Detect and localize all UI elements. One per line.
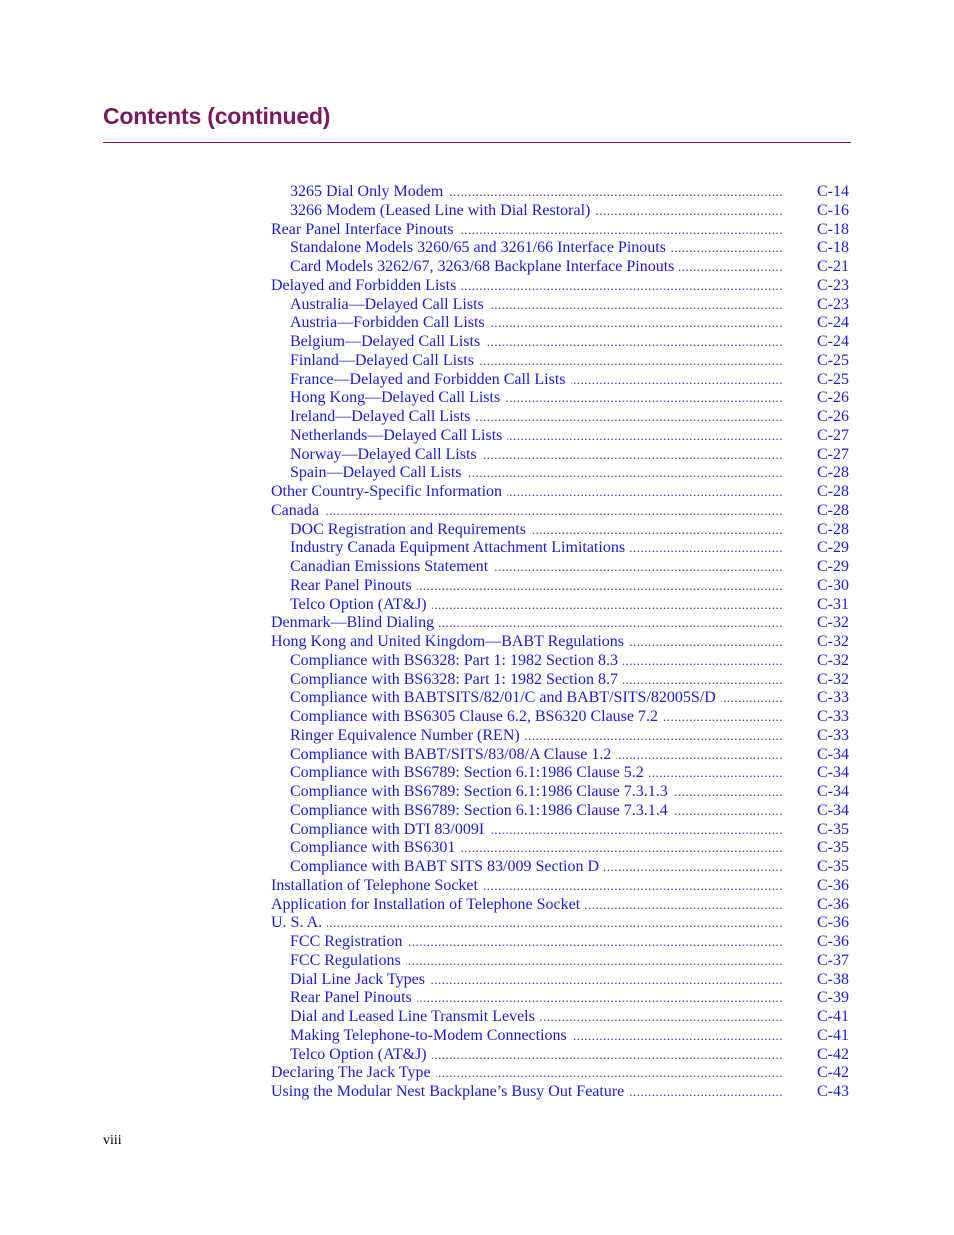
toc-entry[interactable] <box>0 1027 954 1046</box>
toc-entry-page[interactable]: C-31 <box>817 595 849 613</box>
toc-entry-page[interactable]: C-34 <box>817 783 849 800</box>
toc-entry[interactable] <box>0 764 954 783</box>
toc-entry-label[interactable]: FCC Regulations <box>290 952 406 971</box>
toc-entry-leader-group <box>271 614 783 633</box>
toc-entry-leader-group <box>271 914 783 933</box>
toc-entry-leader-group <box>271 633 783 652</box>
toc-entry-leader-group <box>290 1046 783 1065</box>
dot-leader <box>479 352 783 371</box>
toc-entry-page[interactable]: C-23 <box>817 295 849 313</box>
toc-entry[interactable] <box>0 1046 954 1065</box>
dot-leader <box>629 1083 783 1102</box>
toc-entry-page[interactable]: C-29 <box>817 539 849 557</box>
toc-entry-label[interactable]: Using the Modular Nest Backplane’s Busy Out Feature <box>271 1083 629 1102</box>
dot-leader <box>432 1046 783 1065</box>
toc-entry-leader-group <box>290 558 783 577</box>
toc-entry-page[interactable]: C-24 <box>817 333 849 350</box>
dot-leader <box>493 558 783 577</box>
toc-entry-page[interactable]: C-32 <box>817 651 849 669</box>
toc-entry-leader-group <box>290 708 783 727</box>
dot-leader <box>327 914 783 933</box>
dot-leader <box>629 633 783 652</box>
dot-leader <box>595 202 783 221</box>
toc-entry-page[interactable]: C-23 <box>817 276 849 294</box>
toc-entry-page[interactable]: C-33 <box>817 708 849 725</box>
toc-entry[interactable] <box>0 577 954 596</box>
toc-entry-leader-group <box>290 446 783 465</box>
toc-entry-leader-group <box>290 821 783 840</box>
dot-leader <box>406 952 783 971</box>
toc-entry-label[interactable]: Compliance with BS6789: Section 6.1:1986 Clause 7.3.1.3 <box>290 783 673 802</box>
toc-entry-page[interactable]: C-27 <box>817 445 849 463</box>
toc-entry-leader-group <box>290 839 783 858</box>
toc-entry[interactable] <box>0 352 954 371</box>
toc-entry-page[interactable]: C-35 <box>817 858 849 875</box>
toc-entry-page[interactable]: C-29 <box>817 558 849 575</box>
dot-leader <box>604 858 783 877</box>
toc-entry-label[interactable]: DOC Registration and Requirements <box>290 521 531 540</box>
toc-entry-page[interactable]: C-32 <box>817 670 849 688</box>
toc-entry-leader-group <box>290 202 783 221</box>
dot-leader <box>616 746 783 765</box>
toc-entry-label[interactable]: Compliance with BABT SITS 83/009 Section D <box>290 858 604 877</box>
toc-entry-leader-group <box>290 671 783 690</box>
dot-leader <box>489 296 783 315</box>
dot-leader <box>531 521 783 540</box>
toc-entry[interactable] <box>0 408 954 427</box>
dot-leader <box>649 764 783 783</box>
toc-entry-label[interactable]: Standalone Models 3260/65 and 3261/66 Interface Pinouts <box>290 239 671 258</box>
toc-entry-label[interactable]: Ringer Equivalence Number (REN) <box>290 727 525 746</box>
toc-entry-label[interactable]: Other Country-Specific Information <box>271 483 507 502</box>
toc-entry-leader-group <box>290 596 783 615</box>
toc-entry[interactable] <box>0 989 954 1008</box>
toc-entry-page[interactable]: C-41 <box>817 1008 849 1025</box>
toc-entry-label[interactable]: Delayed and Forbidden Lists <box>271 277 461 296</box>
toc-entry-label[interactable]: Compliance with BABTSITS/82/01/C and BABT/SITS/82005S/D <box>290 689 721 708</box>
toc-entry-leader-group <box>290 296 783 315</box>
toc-entry-page[interactable]: C-32 <box>817 633 849 650</box>
dot-leader <box>572 1027 783 1046</box>
toc-entry[interactable] <box>0 314 954 333</box>
toc-entry-leader-group <box>290 408 783 427</box>
toc-entry-leader-group <box>290 1008 783 1027</box>
dot-leader <box>505 389 783 408</box>
toc-entry[interactable] <box>0 614 954 633</box>
toc-entry-page[interactable]: C-25 <box>817 351 849 369</box>
dot-leader <box>475 408 783 427</box>
toc-entry-label[interactable]: Rear Panel Interface Pinouts <box>271 221 459 240</box>
toc-entry-page[interactable]: C-32 <box>817 614 849 632</box>
toc-entry-label[interactable]: Compliance with BS6305 Clause 6.2, BS6320 Clause 7.2 <box>290 708 663 727</box>
toc-entry-page[interactable]: C-28 <box>817 464 849 482</box>
toc-entry[interactable] <box>0 277 954 296</box>
toc-entry-page[interactable]: C-16 <box>817 201 849 219</box>
toc-entry-leader-group <box>290 389 783 408</box>
dot-leader <box>483 877 783 896</box>
toc-entry-page[interactable]: C-27 <box>817 426 849 444</box>
toc-entry-label[interactable]: Denmark—Blind Dialing <box>271 614 439 633</box>
toc-entry-label[interactable]: Hong Kong—Delayed Call Lists <box>290 389 505 408</box>
toc-entry-leader-group <box>290 652 783 671</box>
toc-entry-leader-group <box>290 689 783 708</box>
dot-leader <box>663 708 783 727</box>
toc-entry-label[interactable]: Dial Line Jack Types <box>290 971 430 990</box>
toc-entry[interactable] <box>0 427 954 446</box>
toc-entry[interactable] <box>0 914 954 933</box>
toc-entry[interactable] <box>0 502 954 521</box>
toc-entry-page[interactable]: C-33 <box>817 726 849 744</box>
toc-entry-leader-group <box>290 314 783 333</box>
toc-entry[interactable] <box>0 783 954 802</box>
toc-entry[interactable] <box>0 671 954 690</box>
dot-leader <box>430 971 783 990</box>
toc-entry-leader-group <box>290 577 783 596</box>
dot-leader <box>482 446 783 465</box>
toc-entry-leader-group <box>290 783 783 802</box>
toc-entry[interactable] <box>0 971 954 990</box>
toc-entry-label[interactable]: U. S. A. <box>271 914 327 933</box>
dot-leader <box>460 839 783 858</box>
toc-entry-page[interactable]: C-34 <box>817 801 849 819</box>
toc-entry[interactable] <box>0 558 954 577</box>
toc-entry-leader-group <box>290 727 783 746</box>
dot-leader <box>623 671 783 690</box>
toc-entry-label[interactable]: Telco Option (AT&J) <box>290 1046 432 1065</box>
dot-leader <box>540 1008 783 1027</box>
toc-entry[interactable] <box>0 333 954 352</box>
dot-leader <box>673 802 783 821</box>
toc-entry-leader-group <box>290 427 783 446</box>
toc-entry-label[interactable]: Finland—Delayed Call Lists <box>290 352 479 371</box>
toc-entry-label[interactable]: France—Delayed and Forbidden Call Lists <box>290 371 571 390</box>
toc-entry-leader-group <box>271 896 783 915</box>
toc-entry-leader-group <box>290 989 783 1008</box>
toc-entry[interactable] <box>0 183 954 202</box>
toc-entry-leader-group <box>290 539 783 558</box>
toc-entry[interactable] <box>0 952 954 971</box>
toc-entry-leader-group <box>290 239 783 258</box>
toc-entry-label[interactable]: Installation of Telephone Socket <box>271 877 483 896</box>
toc-entry-leader-group <box>271 1064 783 1083</box>
toc-entry-leader-group <box>271 277 783 296</box>
toc-entry-label[interactable]: Ireland—Delayed Call Lists <box>290 408 475 427</box>
toc-entry[interactable] <box>0 296 954 315</box>
toc-entry[interactable] <box>0 633 954 652</box>
toc-entry[interactable] <box>0 1008 954 1027</box>
toc-entry-label[interactable]: 3266 Modem (Leased Line with Dial Restoral) <box>290 202 595 221</box>
toc-entry-label[interactable]: Netherlands—Delayed Call Lists <box>290 427 507 446</box>
toc-entry-label[interactable]: Telco Option (AT&J) <box>290 596 432 615</box>
dot-leader <box>432 596 783 615</box>
toc-entry[interactable] <box>0 652 954 671</box>
toc-entry-page[interactable]: C-42 <box>817 1045 849 1063</box>
toc-entry[interactable] <box>0 464 954 483</box>
toc-entry-label[interactable]: Compliance with BS6789: Section 6.1:1986 Clause 7.3.1.4 <box>290 802 673 821</box>
dot-leader <box>436 1064 783 1083</box>
toc-entry[interactable] <box>0 596 954 615</box>
toc-entry[interactable] <box>0 1064 954 1083</box>
toc-entry-page[interactable]: C-34 <box>817 745 849 763</box>
dot-leader <box>525 727 783 746</box>
toc-entry-page[interactable]: C-18 <box>817 239 849 257</box>
dot-leader <box>630 539 783 558</box>
toc-entry-label[interactable]: Australia—Delayed Call Lists <box>290 296 489 315</box>
toc-entry-page[interactable]: C-37 <box>817 951 849 969</box>
toc-entry-page[interactable]: C-25 <box>817 370 849 388</box>
toc-entry[interactable] <box>0 239 954 258</box>
toc-entry-leader-group <box>271 1083 783 1102</box>
toc-entry[interactable] <box>0 727 954 746</box>
toc-entry-leader-group <box>290 858 783 877</box>
toc-entry[interactable] <box>0 858 954 877</box>
toc-entry-page[interactable]: C-42 <box>817 1064 849 1082</box>
toc-entry-page[interactable]: C-33 <box>817 689 849 707</box>
toc-entry-page[interactable]: C-30 <box>817 576 849 594</box>
toc-entry[interactable] <box>0 896 954 915</box>
toc-entry-leader-group <box>271 877 783 896</box>
toc-entry-label[interactable]: Dial and Leased Line Transmit Levels <box>290 1008 540 1027</box>
dot-leader <box>461 277 783 296</box>
dot-leader <box>459 221 783 240</box>
toc-entry-leader-group <box>271 502 783 521</box>
toc-entry[interactable] <box>0 839 954 858</box>
toc-entry[interactable] <box>0 1083 954 1102</box>
dot-leader <box>721 689 783 708</box>
toc-entry[interactable] <box>0 389 954 408</box>
toc-entry-page[interactable]: C-35 <box>817 820 849 838</box>
toc-entry-leader-group <box>290 802 783 821</box>
toc-entry-page[interactable]: C-34 <box>817 764 849 782</box>
toc-entry-label[interactable]: Card Models 3262/67, 3263/68 Backplane Interface Pinouts <box>290 258 679 277</box>
toc-entry-label[interactable]: Rear Panel Pinouts <box>290 989 417 1008</box>
dot-leader <box>407 933 783 952</box>
dot-leader <box>571 371 784 390</box>
toc-entry-page[interactable]: C-28 <box>817 501 849 519</box>
table-of-contents <box>0 183 954 1102</box>
toc-entry-leader-group <box>290 183 783 202</box>
toc-entry-leader-group <box>290 933 783 952</box>
toc-entry-page[interactable]: C-26 <box>817 389 849 407</box>
toc-entry-leader-group <box>290 521 783 540</box>
toc-entry-page[interactable]: C-36 <box>817 933 849 950</box>
toc-entry[interactable] <box>0 258 954 277</box>
dot-leader <box>679 258 783 277</box>
toc-entry-label[interactable]: FCC Registration <box>290 933 407 952</box>
dot-leader <box>623 652 783 671</box>
title-divider <box>103 142 851 143</box>
toc-entry-label[interactable]: Canadian Emissions Statement <box>290 558 493 577</box>
toc-entry[interactable] <box>0 802 954 821</box>
dot-leader <box>417 989 783 1008</box>
toc-entry-label[interactable]: Compliance with BS6328: Part 1: 1982 Section 8.7 <box>290 671 623 690</box>
toc-entry-label[interactable]: Rear Panel Pinouts <box>290 577 417 596</box>
dot-leader <box>467 464 783 483</box>
toc-entry-page[interactable]: C-41 <box>817 1026 849 1044</box>
toc-entry-label[interactable]: Norway—Delayed Call Lists <box>290 446 482 465</box>
dot-leader <box>448 183 783 202</box>
toc-entry-page[interactable]: C-18 <box>817 220 849 238</box>
toc-entry-leader-group <box>271 483 783 502</box>
toc-entry[interactable] <box>0 521 954 540</box>
toc-entry-page[interactable]: C-36 <box>817 895 849 913</box>
toc-entry[interactable] <box>0 202 954 221</box>
toc-entry-leader-group <box>271 221 783 240</box>
toc-entry-leader-group <box>290 764 783 783</box>
toc-entry-page[interactable]: C-21 <box>817 258 849 275</box>
toc-entry[interactable] <box>0 689 954 708</box>
dot-leader <box>490 314 783 333</box>
toc-entry-leader-group <box>290 952 783 971</box>
toc-entry[interactable] <box>0 483 954 502</box>
toc-entry[interactable] <box>0 371 954 390</box>
toc-entry-page[interactable]: C-14 <box>817 183 849 200</box>
toc-entry-page[interactable]: C-36 <box>817 914 849 932</box>
toc-entry-leader-group <box>290 352 783 371</box>
toc-entry-page[interactable]: C-43 <box>817 1083 849 1100</box>
dot-leader <box>417 577 783 596</box>
toc-entry-label[interactable]: Compliance with BS6328: Part 1: 1982 Section 8.3 <box>290 652 623 671</box>
toc-entry-leader-group <box>290 971 783 990</box>
toc-entry-label[interactable]: Compliance with DTI 83/009I <box>290 821 489 840</box>
toc-entry-leader-group <box>290 1027 783 1046</box>
toc-entry-label[interactable]: Application for Installation of Telephone Socket <box>271 896 585 915</box>
dot-leader <box>671 239 783 258</box>
dot-leader <box>489 821 783 840</box>
toc-entry-label[interactable]: Making Telephone-to-Modem Connections <box>290 1027 572 1046</box>
toc-entry-leader-group <box>290 464 783 483</box>
toc-entry[interactable] <box>0 539 954 558</box>
toc-entry-label[interactable]: Compliance with BABT/SITS/83/08/A Clause 1.2 <box>290 746 616 765</box>
dot-leader <box>507 427 783 446</box>
toc-entry[interactable] <box>0 446 954 465</box>
toc-entry-label[interactable]: Hong Kong and United Kingdom—BABT Regulations <box>271 633 629 652</box>
dot-leader <box>585 896 783 915</box>
toc-entry[interactable] <box>0 821 954 840</box>
page-number: viii <box>103 1133 122 1148</box>
toc-entry[interactable] <box>0 221 954 240</box>
toc-entry-page[interactable]: C-36 <box>817 876 849 894</box>
dot-leader <box>507 483 783 502</box>
dot-leader <box>673 783 783 802</box>
toc-entry-label[interactable]: 3265 Dial Only Modem <box>290 183 448 202</box>
toc-entry[interactable] <box>0 933 954 952</box>
toc-entry-label[interactable]: Declaring The Jack Type <box>271 1064 436 1083</box>
toc-entry-leader-group <box>290 333 783 352</box>
toc-entry-page[interactable]: C-39 <box>817 989 849 1007</box>
toc-entry-page[interactable]: C-28 <box>817 483 849 500</box>
dot-leader <box>324 502 783 521</box>
toc-entry-label[interactable]: Industry Canada Equipment Attachment Limitations <box>290 539 630 558</box>
toc-entry-page[interactable]: C-28 <box>817 520 849 538</box>
toc-entry-leader-group <box>290 371 783 390</box>
toc-entry-page[interactable]: C-24 <box>817 314 849 332</box>
toc-entry-label[interactable]: Belgium—Delayed Call Lists <box>290 333 485 352</box>
toc-entry[interactable] <box>0 708 954 727</box>
toc-entry[interactable] <box>0 746 954 765</box>
dot-leader <box>439 614 783 633</box>
toc-entry-page[interactable]: C-35 <box>817 839 849 857</box>
toc-entry[interactable] <box>0 877 954 896</box>
toc-entry-label[interactable]: Canada <box>271 502 324 521</box>
toc-entry-label[interactable]: Compliance with BS6789: Section 6.1:1986 Clause 5.2 <box>290 764 649 783</box>
toc-entry-label[interactable]: Spain—Delayed Call Lists <box>290 464 467 483</box>
toc-entry-label[interactable]: Austria—Forbidden Call Lists <box>290 314 490 333</box>
toc-entry-leader-group <box>290 258 783 277</box>
toc-entry-leader-group <box>290 746 783 765</box>
toc-entry-page[interactable]: C-26 <box>817 408 849 425</box>
dot-leader <box>485 333 783 352</box>
toc-entry-label[interactable]: Compliance with BS6301 <box>290 839 460 858</box>
page-title: Contents (continued) <box>103 103 331 129</box>
toc-entry-page[interactable]: C-38 <box>817 970 849 988</box>
